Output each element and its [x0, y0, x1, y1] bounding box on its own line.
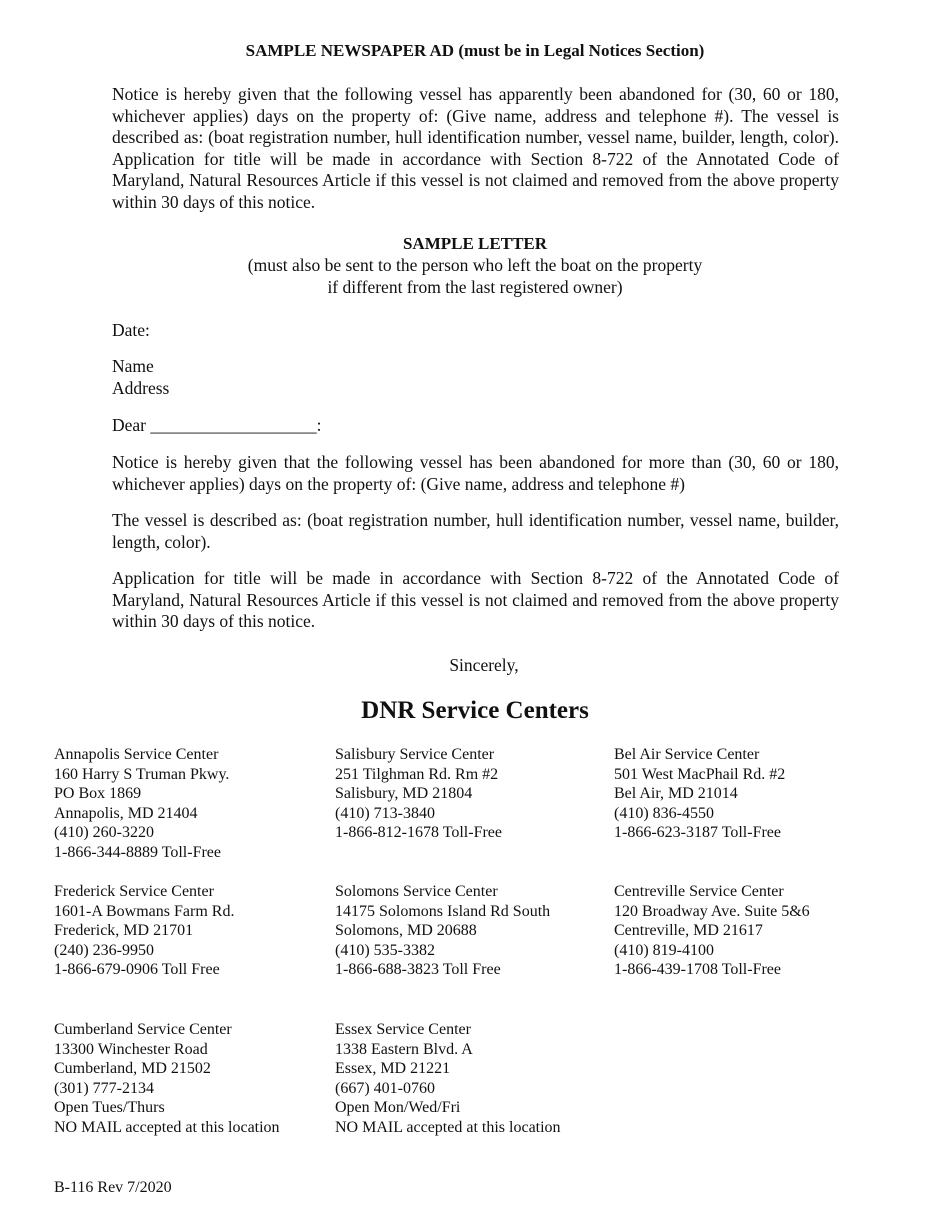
center-mail-note: NO MAIL accepted at this location [335, 1118, 561, 1136]
center-name: Essex Service Center [335, 1021, 471, 1038]
center-name: Cumberland Service Center [54, 1021, 232, 1038]
center-street: 251 Tilghman Rd. Rm #2 [335, 765, 499, 783]
closing: Sincerely, [449, 655, 519, 675]
salutation: Dear ___________________: [112, 415, 322, 435]
service-centers-heading: DNR Service Centers [361, 697, 589, 724]
address-label: Address [112, 378, 170, 398]
center-street: 501 West MacPhail Rd. #2 [614, 765, 786, 783]
letter-title: SAMPLE LETTER [402, 234, 548, 253]
center-street: 13300 Winchester Road [54, 1040, 208, 1058]
service-center-cumberland [54, 1020, 280, 1138]
center-city: Bel Air, MD 21014 [614, 785, 738, 803]
form-revision: B-116 Rev 7/2020 [54, 1179, 172, 1196]
center-street: 160 Harry S Truman Pkwy. [54, 765, 230, 783]
center-phone: (410) 819-4100 [614, 941, 714, 959]
center-toll-free: 1-866-439-1708 Toll-Free [614, 961, 781, 979]
center-city: Solomons, MD 20688 [335, 922, 477, 940]
center-name: Salisbury Service Center [335, 746, 495, 763]
center-street: 1601-A Bowmans Farm Rd. [54, 902, 235, 920]
center-name: Centreville Service Center [614, 883, 784, 900]
center-phone: (410) 260-3220 [54, 824, 154, 842]
center-toll-free: 1-866-623-3187 Toll-Free [614, 824, 781, 842]
center-phone: (301) 777-2134 [54, 1079, 154, 1097]
center-toll-free: 1-866-812-1678 Toll-Free [335, 824, 502, 842]
center-po-box: PO Box 1869 [54, 785, 142, 803]
center-name: Bel Air Service Center [614, 746, 760, 763]
center-toll-free: 1-866-688-3823 Toll Free [335, 961, 501, 979]
name-label: Name [112, 356, 154, 376]
center-phone: (410) 836-4550 [614, 804, 714, 822]
center-hours: Open Tues/Thurs [54, 1099, 165, 1117]
letter-subtitle-line1: (must also be sent to the person who left the boat on the property [247, 255, 703, 275]
letter-paragraph-1: Notice is hereby given that the following vessel has been abandoned for more than (30, 60 or 180, whichever applies) days on the property of: (Give name, address and telephone #) [112, 452, 839, 494]
center-phone: (240) 236-9950 [54, 941, 154, 959]
center-city: Salisbury, MD 21804 [335, 785, 473, 803]
service-center-frederick [54, 882, 234, 980]
center-city: Frederick, MD 21701 [54, 922, 194, 940]
center-toll-free: 1-866-679-0906 Toll Free [54, 961, 220, 979]
center-phone: (667) 401-0760 [335, 1079, 435, 1097]
center-name: Frederick Service Center [54, 883, 214, 900]
letter-subtitle-line2: if different from the last registered owner) [327, 277, 623, 297]
service-center-salisbury [335, 745, 502, 843]
center-name: Annapolis Service Center [54, 746, 219, 763]
date-label: Date: [112, 320, 150, 340]
service-center-centreville [614, 882, 810, 980]
center-mail-note: NO MAIL accepted at this location [54, 1118, 280, 1136]
center-city: Cumberland, MD 21502 [54, 1060, 211, 1078]
service-center-essex [335, 1020, 561, 1138]
center-street: 1338 Eastern Blvd. A [335, 1040, 473, 1058]
service-center-solomons [335, 882, 550, 980]
letter-paragraph-2: The vessel is described as: (boat registration number, hull identification number, vessel name, builder, length, color). [112, 510, 839, 552]
center-street: 14175 Solomons Island Rd South [335, 902, 551, 920]
center-city: Centreville, MD 21617 [614, 922, 763, 940]
ad-body: Notice is hereby given that the following vessel has apparently been abandoned for (30, 60 or 180, whichever applies) days on the property of: (Give name, address and telephone #). The vessel is described as: (boat registration number, hull identification number, vessel name, builder, length, color). Application for title will be made in accordance with Section 8-722 of the Annotated Code of Maryland, Natural Resources Article if this vessel is not claimed and removed from the above property within 30 days of this notice. [112, 84, 839, 212]
center-city: Annapolis, MD 21404 [54, 804, 198, 822]
ad-title: SAMPLE NEWSPAPER AD (must be in Legal Notices Section) [245, 41, 705, 60]
center-street: 120 Broadway Ave. Suite 5&6 [614, 902, 810, 920]
service-center-bel-air [614, 745, 785, 843]
service-center-annapolis [54, 745, 229, 863]
center-phone: (410) 713-3840 [335, 804, 435, 822]
center-name: Solomons Service Center [335, 883, 498, 900]
center-toll-free: 1-866-344-8889 Toll-Free [54, 843, 221, 861]
center-city: Essex, MD 21221 [335, 1060, 451, 1078]
letter-paragraph-3: Application for title will be made in accordance with Section 8-722 of the Annotated Code of Maryland, Natural Resources Article if this vessel is not claimed and removed from the above property within 30 days of this notice. [112, 568, 839, 631]
center-phone: (410) 535-3382 [335, 941, 435, 959]
center-hours: Open Mon/Wed/Fri [335, 1099, 461, 1117]
